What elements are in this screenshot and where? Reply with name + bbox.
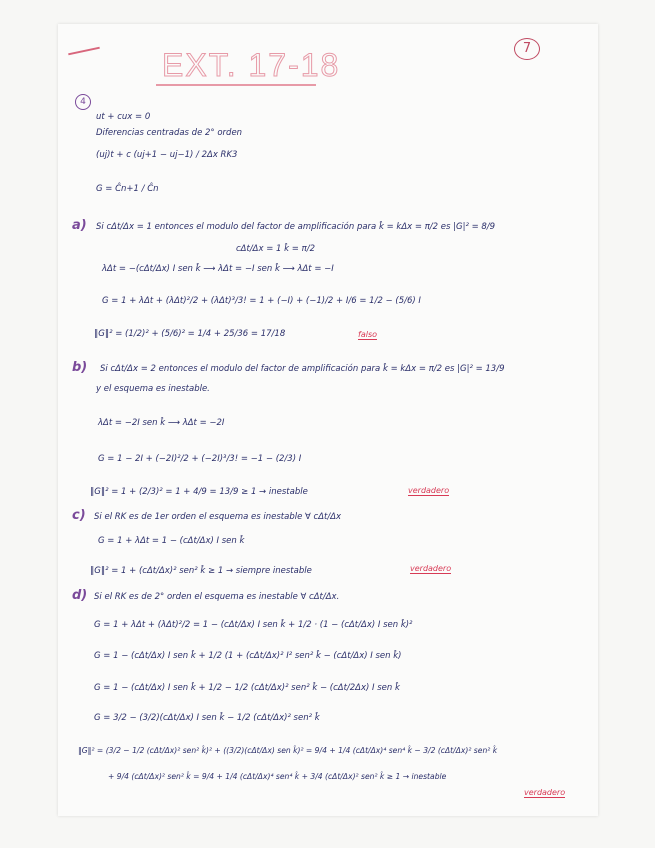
part-a-line1: cΔt/Δx = 1 k̂ = π/2: [236, 244, 316, 254]
part-b-statement2: y el esquema es inestable.: [96, 384, 210, 394]
part-c-statement: Si el RK es de 1er orden el esquema es inestable ∀ cΔt/Δx: [94, 512, 342, 522]
part-a-line3: G = 1 + λΔt + (λΔt)²/2 + (λΔt)³/3! = 1 + (−I) + (−1)/2 + I/6 = 1/2 − (5/6) I: [102, 296, 421, 306]
part-c-label: c): [72, 508, 86, 523]
part-d-line1: G = 1 + λΔt + (λΔt)²/2 = 1 − (cΔt/Δx) I sen k̂ + 1/2 · (1 − (cΔt/Δx) I sen k̂)²: [94, 620, 413, 630]
part-d-verdict: verdadero: [524, 788, 566, 797]
part-a-label: a): [72, 218, 87, 233]
pde-equation: ut + cux = 0: [96, 112, 151, 122]
part-a-line4: ‖G‖² = (1/2)² + (5/6)² = 1/4 + 25/36 = 17/18: [94, 329, 286, 339]
part-b-line2: G = 1 − 2I + (−2I)²/2 + (−2I)³/3! = −1 − (2/3) I: [98, 454, 302, 464]
part-c-line2: ‖G‖² = 1 + (cΔt/Δx)² sen² k̂ ≥ 1 → siempre inestable: [90, 566, 312, 576]
growth-definition: G = Ĉn+1 / Ĉn: [96, 184, 159, 194]
part-b-verdict: verdadero: [408, 486, 450, 495]
part-d-line3: G = 1 − (cΔt/Δx) I sen k̂ + 1/2 − 1/2 (cΔt/Δx)² sen² k̂ − (cΔt/2Δx) I sen k̂: [94, 683, 400, 693]
part-a-verdict: falso: [358, 330, 378, 339]
exam-page: [58, 24, 598, 816]
part-a-line2: λΔt = −(cΔt/Δx) I sen k̂ ⟶ λΔt = −I sen k̂ ⟶ λΔt = −I: [102, 264, 334, 274]
method-text: Diferencias centradas de 2° orden: [96, 128, 243, 138]
part-d-line5: ‖G‖² = (3/2 − 1/2 (cΔt/Δx)² sen² k̂)² + ((3/2)(cΔt/Δx) sen k̂)² = 9/4 + 1/4 (cΔt/Δx)⁴ sen⁴ k̂ − 3/2 (cΔt/Δx)² sen² k̂: [78, 746, 498, 755]
part-b-statement: Si cΔt/Δx = 2 entonces el modulo del factor de amplificación para k̂ = kΔx = π/2 es |G|² = 13/9: [100, 364, 505, 374]
question-number: 4: [75, 94, 91, 110]
part-b-label: b): [72, 360, 88, 375]
part-d-line4: G = 3/2 − (3/2)(cΔt/Δx) I sen k̂ − 1/2 (cΔt/Δx)² sen² k̂: [94, 713, 320, 723]
part-d-statement: Si el RK es de 2° orden el esquema es inestable ∀ cΔt/Δx.: [94, 592, 340, 602]
part-b-line3: ‖G‖² = 1 + (2/3)² = 1 + 4/9 = 13/9 ≥ 1 → inestable: [90, 487, 308, 497]
part-d-label: d): [72, 588, 88, 603]
part-a-statement: Si cΔt/Δx = 1 entonces el modulo del factor de amplificación para k̂ = kΔx = π/2 es |G|² = 8/9: [96, 222, 496, 232]
title-underline: [156, 84, 316, 86]
part-b-line1: λΔt = −2I sen k̂ ⟶ λΔt = −2I: [98, 418, 225, 428]
part-d-line2: G = 1 − (cΔt/Δx) I sen k̂ + 1/2 (1 + (cΔt/Δx)² I² sen² k̂ − (cΔt/Δx) I sen k̂): [94, 651, 402, 661]
page-title: EXT. 17-18: [162, 47, 341, 83]
part-c-line1: G = 1 + λΔt = 1 − (cΔt/Δx) I sen k̂: [98, 536, 245, 546]
part-c-verdict: verdadero: [410, 564, 452, 573]
scheme-equation: (uj)t + c (uj+1 − uj−1) / 2Δx RK3: [96, 150, 238, 160]
page-number: 7: [514, 38, 540, 60]
pink-dash-mark: [68, 47, 100, 56]
part-d-line6: + 9/4 (cΔt/Δx)² sen² k̂ = 9/4 + 1/4 (cΔt/Δx)⁴ sen⁴ k̂ + 3/4 (cΔt/Δx)² sen² k̂ ≥ 1 → inestable: [108, 772, 447, 781]
